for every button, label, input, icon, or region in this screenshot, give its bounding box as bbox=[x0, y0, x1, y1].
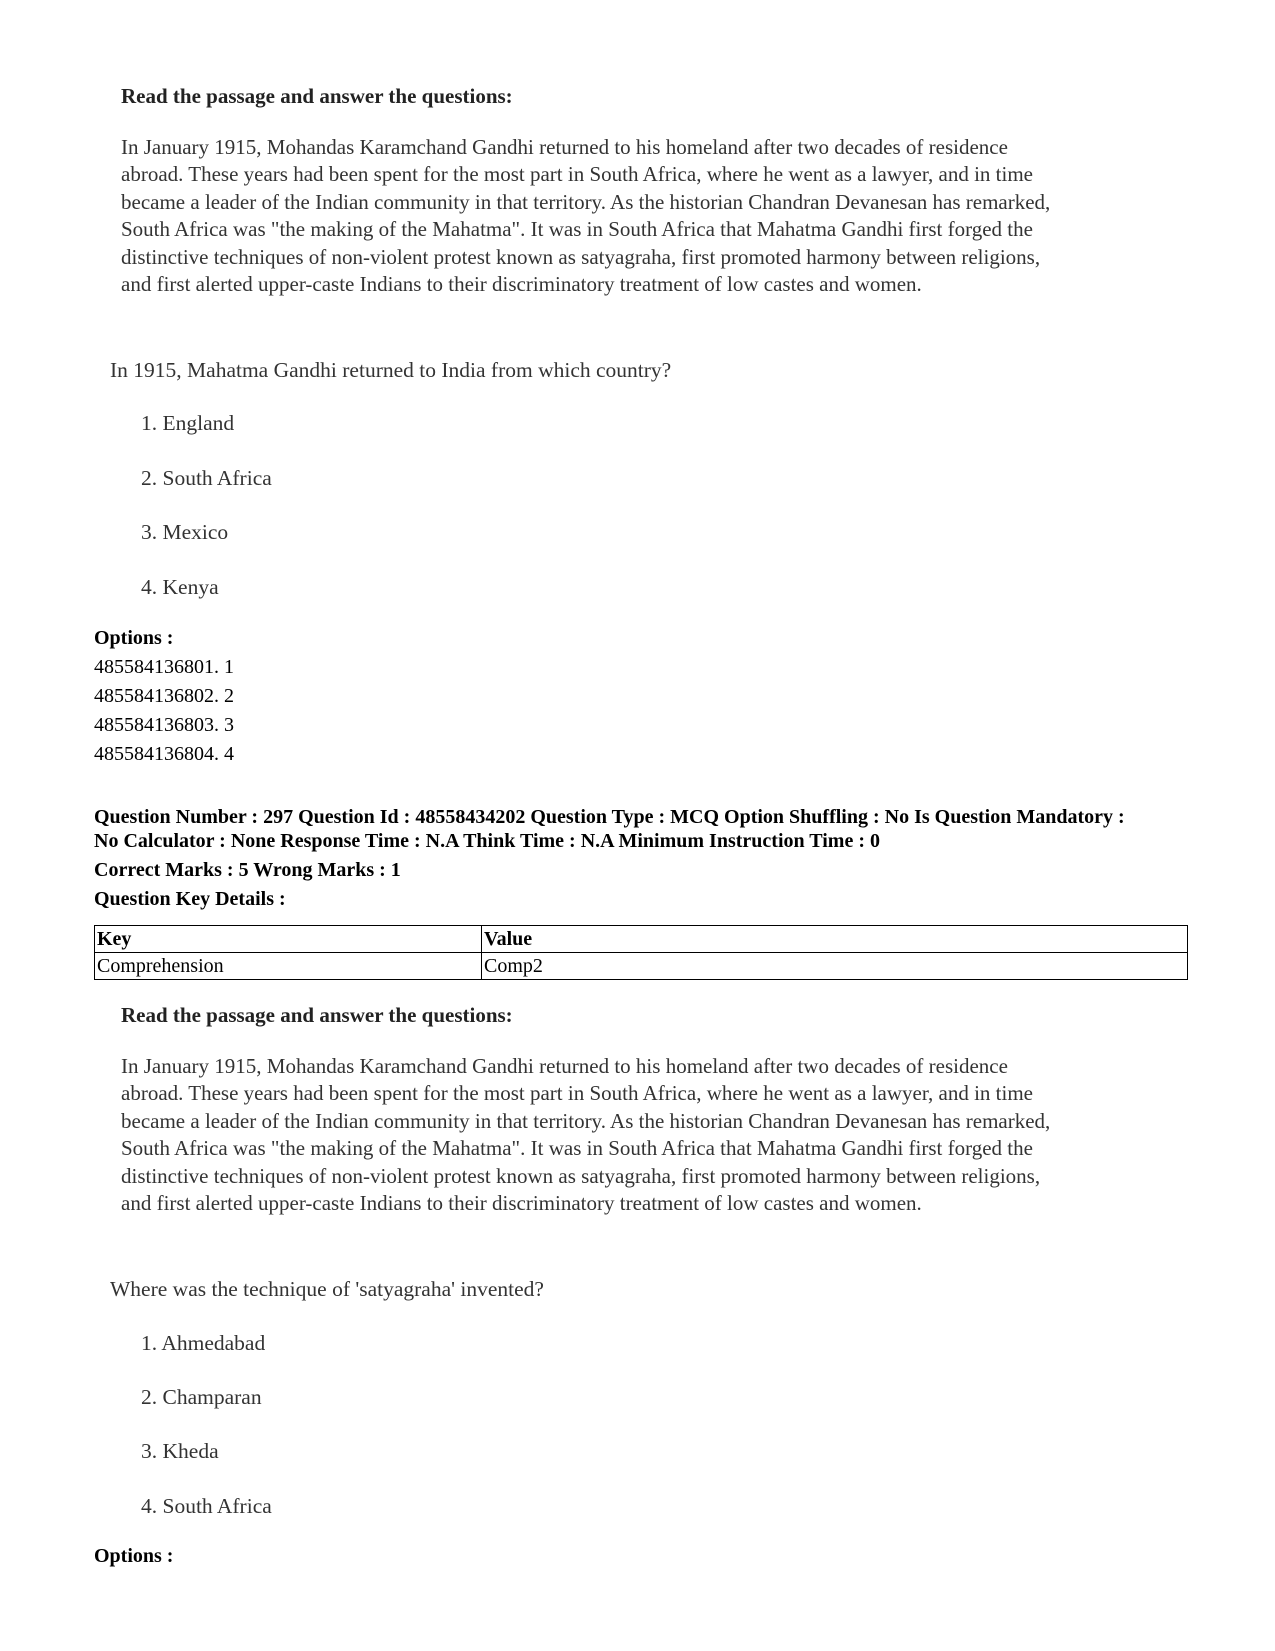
option-id: 485584136801. 1 bbox=[94, 656, 234, 678]
options-label: Options : bbox=[94, 627, 174, 649]
passage-line: distinctive techniques of non-violent protest known as satyagraha, first promoted harmony between religions, bbox=[121, 1163, 1041, 1188]
option-id: 485584136802. 2 bbox=[94, 685, 234, 707]
passage-heading: Read the passage and answer the questions: bbox=[121, 84, 513, 108]
answer-choice: 4. Kenya bbox=[141, 575, 219, 599]
passage-line: and first alerted upper-caste Indians to their discriminatory treatment of low castes and women. bbox=[121, 272, 922, 297]
answer-choice: 1. England bbox=[141, 411, 235, 435]
passage-line: and first alerted upper-caste Indians to their discriminatory treatment of low castes and women. bbox=[121, 1191, 922, 1216]
answer-choice: 2. South Africa bbox=[141, 466, 272, 490]
passage-text bbox=[121, 1053, 1181, 1217]
table-row bbox=[95, 953, 1188, 980]
question-meta-line: Question Number : 297 Question Id : 48558434202 Question Type : MCQ Option Shuffling : No Is Question Mandatory : bbox=[94, 806, 1125, 828]
table-header-row bbox=[95, 926, 1188, 953]
options-label: Options : bbox=[94, 1545, 174, 1567]
table-header-cell: Key bbox=[95, 926, 482, 953]
question-text: Where was the technique of 'satyagraha' invented? bbox=[110, 1277, 544, 1301]
marks-line: Correct Marks : 5 Wrong Marks : 1 bbox=[94, 859, 401, 881]
passage-line: became a leader of the Indian community in that territory. As the historian Chandran Devanesan has remarked, bbox=[121, 189, 1051, 214]
passage-line: South Africa was "the making of the Mahatma". It was in South Africa that Mahatma Gandhi first forged the bbox=[121, 217, 1033, 242]
option-id: 485584136803. 3 bbox=[94, 714, 234, 736]
answer-choice: 2. Champaran bbox=[141, 1385, 262, 1409]
question-text: In 1915, Mahatma Gandhi returned to India from which country? bbox=[110, 358, 672, 382]
passage-heading: Read the passage and answer the questions: bbox=[121, 1003, 513, 1027]
passage-line: became a leader of the Indian community in that territory. As the historian Chandran Devanesan has remarked, bbox=[121, 1108, 1051, 1133]
key-details-label: Question Key Details : bbox=[94, 888, 286, 910]
table-cell: Comprehension bbox=[95, 953, 482, 980]
answer-choice: 3. Kheda bbox=[141, 1439, 219, 1463]
passage-line: abroad. These years had been spent for the most part in South Africa, where he went as a lawyer, and in time bbox=[121, 1081, 1033, 1106]
table-cell: Comp2 bbox=[482, 953, 1188, 980]
passage-line: In January 1915, Mohandas Karamchand Gandhi returned to his homeland after two decades of residence bbox=[121, 1054, 1008, 1078]
answer-choice: 1. Ahmedabad bbox=[141, 1331, 266, 1355]
passage-text bbox=[121, 134, 1181, 298]
option-id: 485584136804. 4 bbox=[94, 743, 234, 765]
answer-choice: 3. Mexico bbox=[141, 520, 229, 544]
key-details-table bbox=[94, 925, 1188, 980]
answer-choice: 4. South Africa bbox=[141, 1494, 272, 1518]
table-header-cell: Value bbox=[482, 926, 1188, 953]
passage-line: In January 1915, Mohandas Karamchand Gandhi returned to his homeland after two decades of residence bbox=[121, 135, 1008, 159]
passage-line: distinctive techniques of non-violent protest known as satyagraha, first promoted harmony between religions, bbox=[121, 244, 1041, 269]
passage-line: abroad. These years had been spent for the most part in South Africa, where he went as a lawyer, and in time bbox=[121, 162, 1033, 187]
passage-line: South Africa was "the making of the Mahatma". It was in South Africa that Mahatma Gandhi first forged the bbox=[121, 1136, 1033, 1161]
question-meta-line: No Calculator : None Response Time : N.A Think Time : N.A Minimum Instruction Time : 0 bbox=[94, 830, 880, 852]
